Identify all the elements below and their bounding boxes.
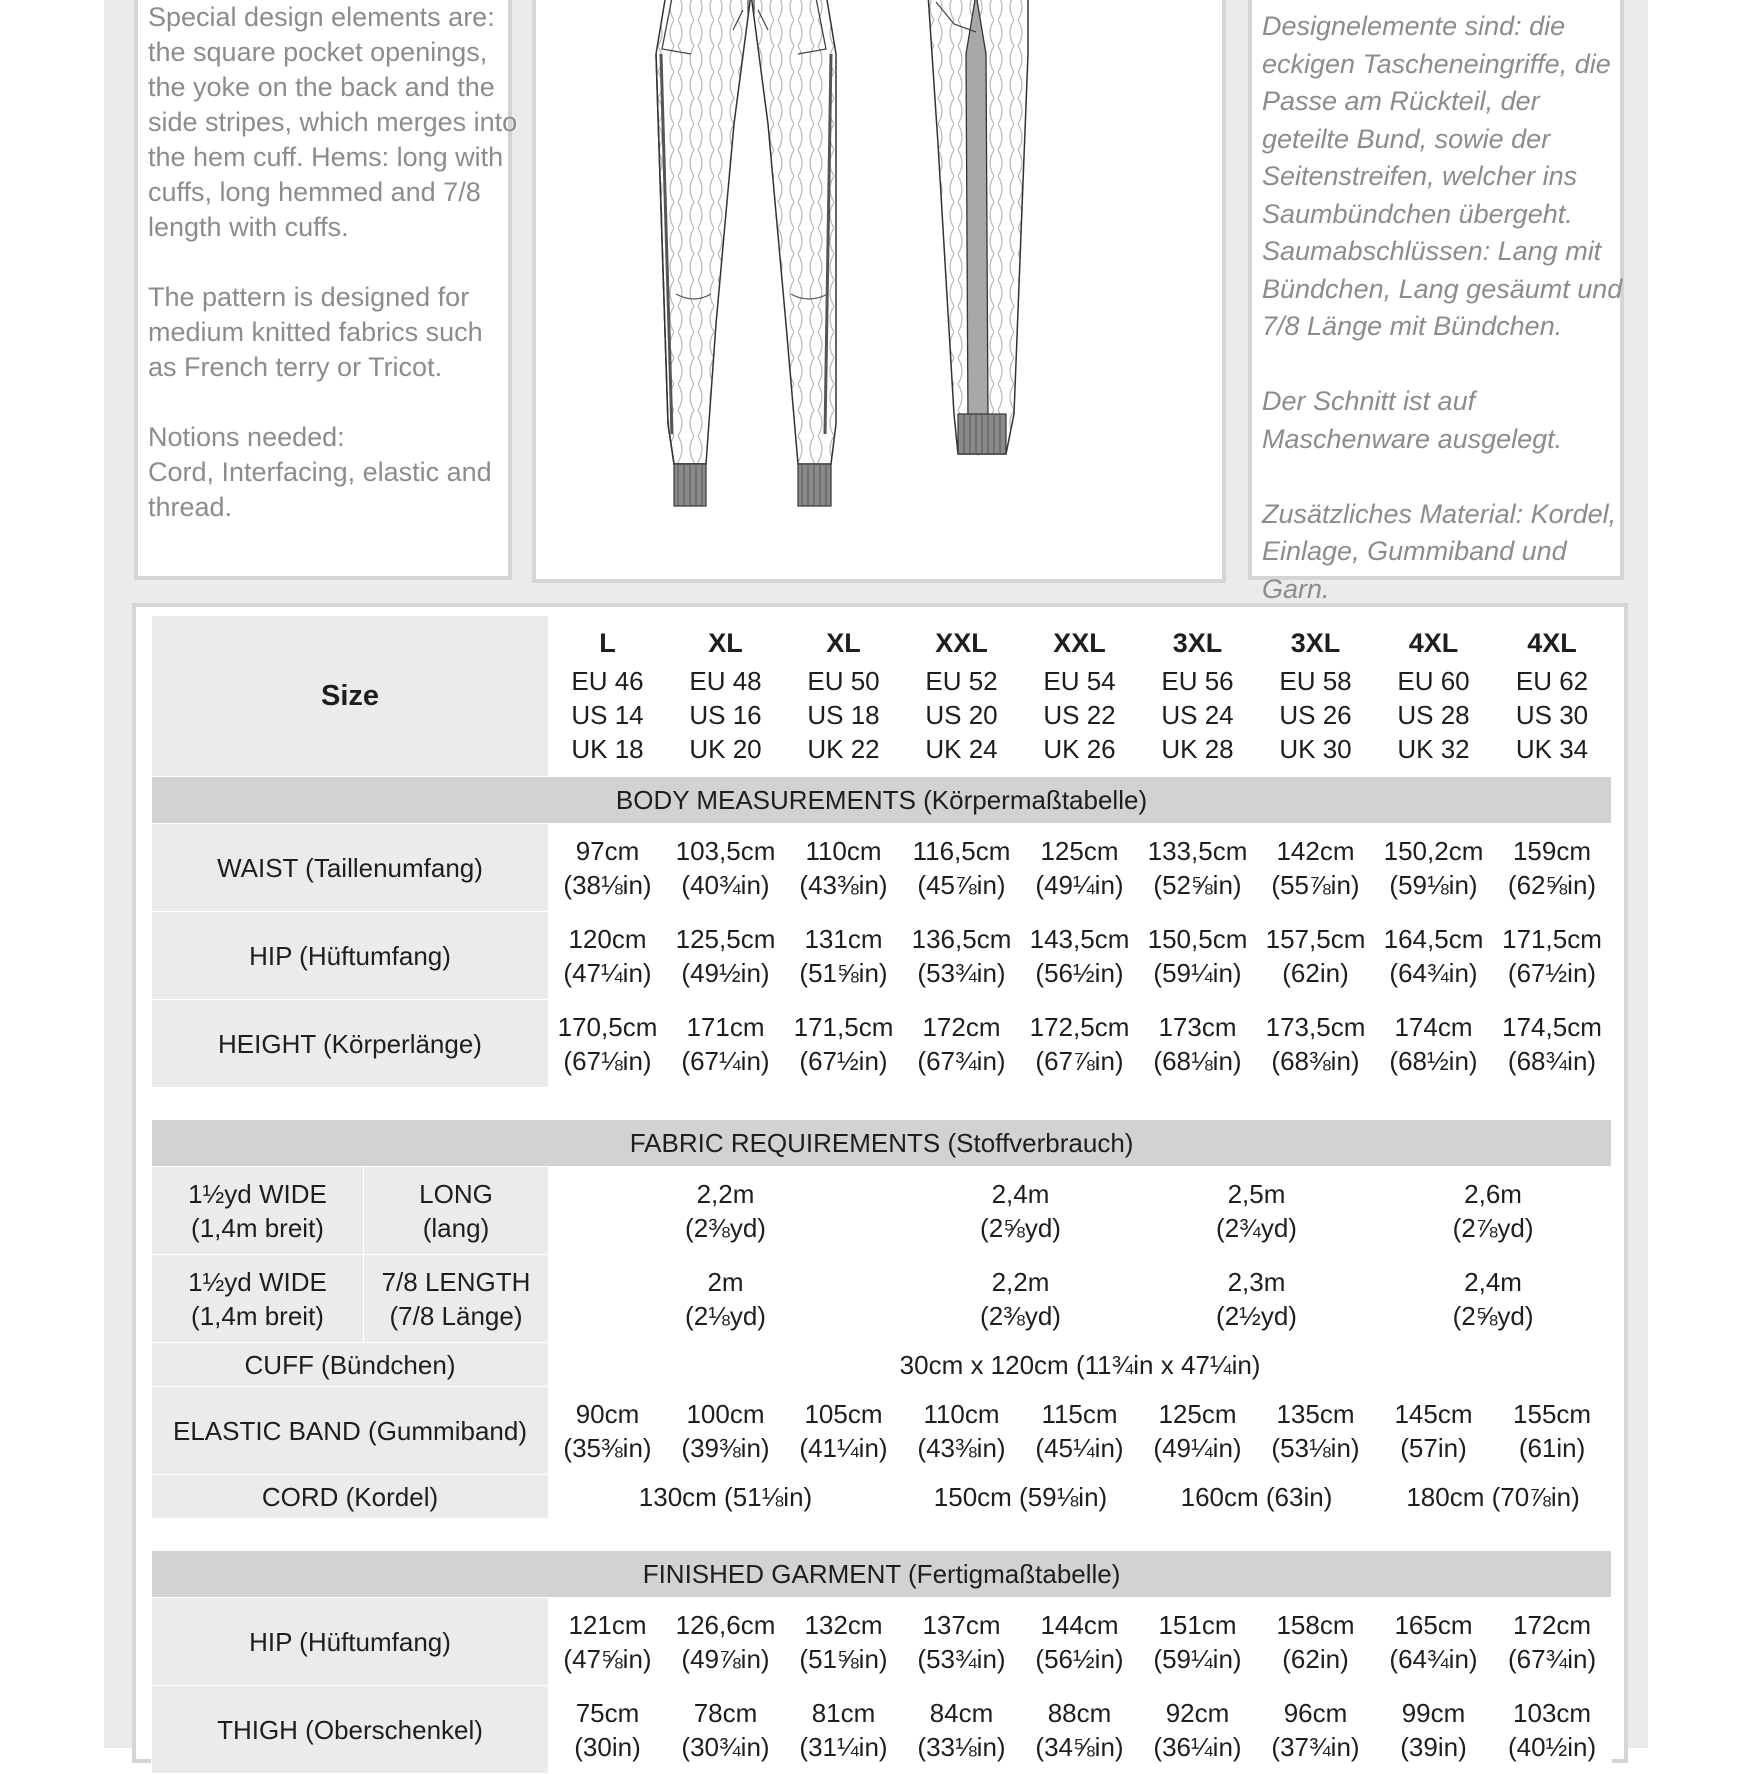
value-cell (785, 1686, 903, 1774)
hip-row (152, 912, 1612, 1000)
in-value: (64¾in) (1389, 957, 1478, 988)
in-value: (47¼in) (563, 957, 652, 988)
cm-value: 172cm (1513, 1609, 1592, 1640)
size-eu: EU 46 (571, 666, 644, 696)
cm-value: 110cm (923, 1398, 1000, 1429)
row-label: CUFF (Bündchen) (152, 1343, 549, 1387)
yd-value: (2½yd) (1216, 1300, 1297, 1331)
value-cell (785, 824, 903, 912)
jogger-pants-technical-drawing (536, 0, 1222, 579)
in-value: (36¼in) (1153, 1731, 1242, 1762)
m-value: 2m (707, 1266, 744, 1297)
elastic-row (152, 1387, 1612, 1475)
size-uk: UK 26 (1043, 734, 1116, 764)
cm-value: 88cm (1047, 1697, 1112, 1728)
size-col (1257, 616, 1375, 777)
size-us: US 28 (1397, 700, 1470, 730)
size-eu: EU 56 (1161, 666, 1234, 696)
length-type-de: (lang) (422, 1212, 490, 1243)
in-value: (56½in) (1035, 1643, 1124, 1674)
in-value: (59¼in) (1153, 957, 1242, 988)
height-row (152, 1000, 1612, 1088)
in-value: (43⅜in) (917, 1432, 1006, 1463)
in-value: (55⅞in) (1271, 869, 1360, 900)
in-value: (59¼in) (1153, 1643, 1242, 1674)
cm-value: 144cm (1040, 1609, 1119, 1640)
in-value: (31¼in) (799, 1731, 888, 1762)
cm-value: 172cm (922, 1011, 1001, 1042)
size-us: US 22 (1043, 700, 1116, 730)
cm-value: 171cm (686, 1011, 765, 1042)
size-name: L (599, 628, 616, 658)
in-value: (64¾in) (1389, 1643, 1478, 1674)
value-cell (1493, 824, 1612, 912)
cord-value: 130cm (51⅛in) (549, 1475, 903, 1519)
in-value: (39⅜in) (681, 1432, 770, 1463)
value-cell (1257, 824, 1375, 912)
finished-thigh-row (152, 1686, 1612, 1774)
cm-value: 125cm (1040, 835, 1119, 866)
cm-value: 174cm (1394, 1011, 1473, 1042)
in-value: (49¼in) (1153, 1432, 1242, 1463)
in-value: (51⅝in) (799, 957, 888, 988)
fabric-value (903, 1255, 1139, 1343)
value-cell (903, 1598, 1021, 1686)
page-background (104, 0, 1648, 1762)
english-description-panel (134, 0, 518, 580)
side-view-pants (928, 0, 1028, 454)
size-col (1375, 616, 1493, 777)
value-cell (1257, 912, 1375, 1000)
in-value: (68⅜in) (1271, 1045, 1360, 1076)
front-view-pants (656, 0, 836, 506)
value-cell (785, 1387, 903, 1475)
size-col (1493, 616, 1612, 777)
value-cell (903, 824, 1021, 912)
finished-title-row (152, 1551, 1612, 1598)
value-cell (1139, 1598, 1257, 1686)
value-cell (1375, 1686, 1493, 1774)
in-value: (68½in) (1389, 1045, 1478, 1076)
size-name: XL (826, 628, 861, 658)
yd-value: (2⅝yd) (980, 1212, 1061, 1243)
size-us: US 18 (807, 700, 880, 730)
value-cell (549, 824, 667, 912)
width-yd: 1½yd WIDE (188, 1266, 327, 1297)
cm-value: 170,5cm (557, 1011, 658, 1042)
size-uk: UK 32 (1397, 734, 1470, 764)
german-description (1262, 8, 1632, 608)
value-cell (785, 1598, 903, 1686)
value-cell (667, 1000, 785, 1088)
fabric-recommendation-text: The pattern is designed for medium knitted fabrics such as French terry or Tricot. (148, 282, 483, 382)
section-title: FINISHED GARMENT (Fertigmaßtabelle) (152, 1551, 1612, 1598)
value-cell (1375, 824, 1493, 912)
schnitt-text: Der Schnitt ist auf Maschenware ausgelegt. (1262, 386, 1563, 454)
value-cell (667, 1387, 785, 1475)
in-value: (41¼in) (799, 1432, 888, 1463)
value-cell (549, 1387, 667, 1475)
yd-value: (2⅞yd) (1452, 1212, 1534, 1243)
cord-value: 180cm (70⅞in) (1375, 1475, 1612, 1519)
yd-value: (2⅜yd) (685, 1212, 766, 1243)
cm-value: 110cm (805, 835, 882, 866)
cm-value: 84cm (929, 1697, 994, 1728)
cm-value: 150,5cm (1147, 923, 1248, 954)
cord-value: 160cm (63in) (1139, 1475, 1375, 1519)
row-label: CORD (Kordel) (152, 1475, 549, 1519)
fabric-value (1375, 1255, 1612, 1343)
cm-value: 143,5cm (1029, 923, 1130, 954)
designelemente-text: Designelemente sind: die eckigen Tascheneingriffe, die Passe am Rückteil, der geteilte Bund, sowie der Seitenstreifen, welcher ins Saumbündchen übergeht. (1262, 11, 1611, 229)
value-cell (1493, 912, 1612, 1000)
row-label: HEIGHT (Körperlänge) (152, 1000, 549, 1088)
width-m: (1,4m breit) (191, 1300, 324, 1331)
in-value: (68¾in) (1507, 1045, 1597, 1076)
in-value: (67⅛in) (563, 1045, 652, 1076)
size-col (1139, 616, 1257, 777)
size-eu: EU 48 (689, 666, 762, 696)
yd-value: (2¾yd) (1216, 1212, 1297, 1243)
in-value: (53¾in) (917, 1643, 1006, 1674)
value-cell (1021, 1387, 1139, 1475)
value-cell (1021, 1686, 1139, 1774)
cm-value: 103,5cm (675, 835, 776, 866)
technical-drawing-panel (532, 0, 1226, 583)
value-cell (1493, 1686, 1612, 1774)
body-measurements-table (151, 615, 1612, 1088)
cm-value: 116,5cm (912, 835, 1011, 866)
cm-value: 78cm (693, 1697, 758, 1728)
value-cell (1375, 1000, 1493, 1088)
value-cell (667, 1686, 785, 1774)
value-cell (785, 912, 903, 1000)
size-us: US 30 (1515, 700, 1589, 730)
size-uk: UK 20 (689, 734, 762, 764)
in-value: (34⅝in) (1035, 1731, 1124, 1762)
row-label: WAIST (Taillenumfang) (152, 824, 549, 912)
in-value: (33⅛in) (917, 1731, 1006, 1762)
fabric-width-label (152, 1255, 364, 1343)
cm-value: 157,5cm (1265, 923, 1366, 954)
in-value: (53⅛in) (1271, 1432, 1360, 1463)
cm-value: 174,5cm (1502, 1011, 1602, 1042)
size-us: US 16 (689, 700, 762, 730)
size-uk: UK 30 (1279, 734, 1352, 764)
in-value: (47⅝in) (563, 1643, 652, 1674)
cm-value: 164,5cm (1383, 923, 1484, 954)
cm-value: 81cm (811, 1697, 876, 1728)
value-cell (1139, 1387, 1257, 1475)
section-title: BODY MEASUREMENTS (Körpermaßtabelle) (152, 777, 1612, 824)
design-elements-text: Special design elements are: the square pocket openings, the yoke on the back and the side stripes, which merges into the hem cuff. Hems: long with cuffs, long hemmed and 7/8 length with cuffs. (148, 2, 518, 242)
size-name: 4XL (1408, 628, 1459, 658)
value-cell (903, 1387, 1021, 1475)
in-value: (45¼in) (1035, 1432, 1124, 1463)
size-name: XXL (1053, 628, 1106, 658)
cm-value: 131cm (804, 923, 883, 954)
value-cell (1021, 824, 1139, 912)
fabric-value (549, 1167, 903, 1255)
width-m: (1,4m breit) (191, 1212, 324, 1243)
in-value: (57in) (1400, 1432, 1467, 1463)
in-value: (43⅜in) (799, 869, 888, 900)
value-cell (667, 824, 785, 912)
cm-value: 103cm (1513, 1697, 1592, 1728)
size-name: 3XL (1290, 628, 1341, 658)
size-name: XL (708, 628, 743, 658)
size-col (549, 616, 667, 777)
cord-value: 150cm (59⅛in) (903, 1475, 1139, 1519)
cm-value: 105cm (804, 1398, 883, 1429)
cm-value: 100cm (686, 1398, 765, 1429)
in-value: (67¾in) (1507, 1643, 1597, 1674)
in-value: (35⅜in) (563, 1432, 652, 1463)
body-measurements-title-row (152, 777, 1612, 824)
cm-value: 137cm (922, 1609, 1001, 1640)
value-cell (1257, 1000, 1375, 1088)
fabric-value (1139, 1167, 1375, 1255)
cm-value: 155cm (1513, 1398, 1592, 1429)
cm-value: 159cm (1512, 835, 1592, 866)
size-header-row (152, 616, 1612, 777)
size-uk: UK 22 (807, 734, 880, 764)
length-type-label (364, 1167, 549, 1255)
cm-value: 171,5cm (1502, 923, 1602, 954)
value-cell (903, 912, 1021, 1000)
value-cell (1493, 1000, 1612, 1088)
cm-value: 132cm (804, 1609, 883, 1640)
in-value: (30in) (574, 1731, 641, 1762)
yd-value: (2⅛yd) (685, 1300, 766, 1331)
cm-value: 145cm (1394, 1398, 1473, 1429)
m-value: 2,6m (1464, 1178, 1522, 1209)
cm-value: 115cm (1041, 1398, 1118, 1429)
value-cell (1375, 1387, 1493, 1475)
in-value: (51⅝in) (799, 1643, 888, 1674)
in-value: (67½in) (799, 1045, 888, 1076)
value-cell (1375, 1598, 1493, 1686)
value-cell (1257, 1387, 1375, 1475)
value-cell (1139, 912, 1257, 1000)
size-eu: EU 50 (807, 666, 880, 696)
size-label-text: Size (320, 680, 380, 712)
m-value: 2,2m (696, 1178, 755, 1209)
in-value: (67¾in) (917, 1045, 1006, 1076)
cm-value: 125cm (1158, 1398, 1237, 1429)
cm-value: 142cm (1276, 835, 1355, 866)
saumabschluesse-text: Saumabschlüssen: Lang mit Bündchen, Lang gesäumt und 7/8 Länge mit Bündchen. (1262, 236, 1623, 341)
size-name: 3XL (1172, 628, 1223, 658)
value-cell (1139, 1000, 1257, 1088)
in-value: (38⅛in) (563, 869, 652, 900)
value-cell (1375, 912, 1493, 1000)
value-cell (667, 1598, 785, 1686)
value-cell (1021, 1598, 1139, 1686)
cm-value: 90cm (575, 1398, 640, 1429)
cm-value: 126,6cm (675, 1609, 776, 1640)
value-cell (785, 1000, 903, 1088)
cm-value: 171,5cm (793, 1011, 894, 1042)
in-value: (62⅝in) (1507, 869, 1597, 900)
width-yd: 1½yd WIDE (188, 1178, 327, 1209)
value-cell (1257, 1686, 1375, 1774)
in-value: (52⅝in) (1153, 869, 1242, 900)
fabric-requirements-table (151, 1119, 1612, 1519)
value-cell (1493, 1387, 1612, 1475)
in-value: (39in) (1400, 1731, 1467, 1762)
cm-value: 173cm (1158, 1011, 1237, 1042)
size-eu: EU 60 (1397, 666, 1470, 696)
german-description-panel (1248, 0, 1624, 604)
cm-value: 125,5cm (675, 923, 776, 954)
in-value: (49⅞in) (681, 1643, 770, 1674)
cm-value: 165cm (1394, 1609, 1473, 1640)
size-col (667, 616, 785, 777)
cuff-value: 30cm x 120cm (11¾in x 47¼in) (549, 1343, 1612, 1387)
value-cell (549, 1598, 667, 1686)
in-value: (62in) (1282, 1643, 1349, 1674)
in-value: (67½in) (1507, 957, 1597, 988)
fabric-value (903, 1167, 1139, 1255)
finished-hip-row (152, 1598, 1612, 1686)
value-cell (903, 1000, 1021, 1088)
cm-value: 121cm (568, 1609, 647, 1640)
size-uk: UK 18 (571, 734, 644, 764)
value-cell (549, 1000, 667, 1088)
value-cell (667, 912, 785, 1000)
value-cell (1021, 1000, 1139, 1088)
cuff-row (152, 1343, 1612, 1387)
fabric-short-row (152, 1255, 1612, 1343)
cm-value: 150,2cm (1383, 835, 1484, 866)
value-cell (1139, 1686, 1257, 1774)
size-uk: UK 28 (1161, 734, 1234, 764)
size-us: US 26 (1279, 700, 1352, 730)
yd-value: (2⅝yd) (1452, 1300, 1534, 1331)
cm-value: 173,5cm (1265, 1011, 1366, 1042)
cm-value: 96cm (1283, 1697, 1348, 1728)
row-label: ELASTIC BAND (Gummiband) (152, 1387, 549, 1475)
in-value: (40¾in) (681, 869, 770, 900)
row-label: HIP (Hüftumfang) (152, 912, 549, 1000)
value-cell (1139, 824, 1257, 912)
in-value: (49¼in) (1035, 869, 1124, 900)
in-value: (59⅛in) (1389, 869, 1478, 900)
in-value: (67⅞in) (1035, 1045, 1124, 1076)
cm-value: 92cm (1165, 1697, 1230, 1728)
cm-value: 151cm (1158, 1609, 1237, 1640)
cm-value: 133,5cm (1147, 835, 1248, 866)
size-eu: EU 54 (1043, 666, 1116, 696)
value-cell (1257, 1598, 1375, 1686)
size-col (903, 616, 1021, 777)
m-value: 2,2m (991, 1266, 1050, 1297)
value-cell (549, 912, 667, 1000)
section-title: FABRIC REQUIREMENTS (Stoffverbrauch) (152, 1120, 1612, 1167)
length-type-label (364, 1255, 549, 1343)
m-value: 2,5m (1227, 1178, 1286, 1209)
in-value: (56½in) (1035, 957, 1124, 988)
size-col (1021, 616, 1139, 777)
zusaetzliches-material-text: Zusätzliches Material: Kordel, Einlage, Gummiband und Garn. (1262, 498, 1617, 604)
in-value: (68⅛in) (1153, 1045, 1242, 1076)
in-value: (53¾in) (917, 957, 1006, 988)
length-type-en: LONG (419, 1178, 493, 1209)
m-value: 2,4m (991, 1178, 1050, 1209)
m-value: 2,4m (1464, 1266, 1522, 1297)
cm-value: 136,5cm (911, 923, 1012, 954)
cm-value: 97cm (575, 835, 640, 866)
size-uk: UK 34 (1515, 734, 1589, 764)
fabric-long-row (152, 1167, 1612, 1255)
in-value: (61in) (1518, 1432, 1586, 1463)
notions-title: Notions needed: (148, 422, 345, 452)
in-value: (49½in) (681, 957, 770, 988)
fabric-width-label (152, 1167, 364, 1255)
notions-text: Cord, Interfacing, elastic and thread. (148, 457, 492, 522)
english-description (148, 0, 518, 525)
in-value: (30¾in) (681, 1731, 770, 1762)
in-value: (40½in) (1507, 1731, 1597, 1762)
cm-value: 158cm (1276, 1609, 1355, 1640)
value-cell (1021, 912, 1139, 1000)
size-uk: UK 24 (925, 734, 998, 764)
value-cell (903, 1686, 1021, 1774)
size-eu: EU 62 (1515, 666, 1589, 696)
size-chart-panel (132, 603, 1628, 1763)
cord-row (152, 1475, 1612, 1519)
fabric-value (549, 1255, 903, 1343)
in-value: (45⅞in) (917, 869, 1006, 900)
in-value: (62in) (1282, 957, 1349, 988)
size-label (152, 616, 549, 777)
size-eu: EU 58 (1279, 666, 1352, 696)
size-us: US 14 (571, 700, 644, 730)
size-us: US 24 (1161, 700, 1234, 730)
value-cell (1493, 1598, 1612, 1686)
fabric-value (1139, 1255, 1375, 1343)
size-name: XXL (935, 628, 988, 658)
length-type-en: 7/8 LENGTH (381, 1266, 531, 1297)
finished-garment-table (151, 1550, 1612, 1774)
cm-value: 75cm (575, 1697, 640, 1728)
value-cell (549, 1686, 667, 1774)
m-value: 2,3m (1227, 1266, 1286, 1297)
fabric-value (1375, 1167, 1612, 1255)
length-type-de: (7/8 Länge) (389, 1300, 523, 1331)
waist-row (152, 824, 1612, 912)
cm-value: 172,5cm (1029, 1011, 1130, 1042)
size-name: 4XL (1527, 628, 1577, 658)
size-us: US 20 (925, 700, 998, 730)
row-label: THIGH (Oberschenkel) (152, 1686, 549, 1774)
cm-value: 135cm (1276, 1398, 1355, 1429)
in-value: (37¾in) (1271, 1731, 1360, 1762)
cm-value: 99cm (1401, 1697, 1466, 1728)
in-value: (67¼in) (681, 1045, 770, 1076)
yd-value: (2⅜yd) (980, 1300, 1061, 1331)
size-eu: EU 52 (925, 666, 998, 696)
size-col (785, 616, 903, 777)
fabric-title-row (152, 1120, 1612, 1167)
cm-value: 120cm (568, 923, 647, 954)
row-label: HIP (Hüftumfang) (152, 1598, 549, 1686)
